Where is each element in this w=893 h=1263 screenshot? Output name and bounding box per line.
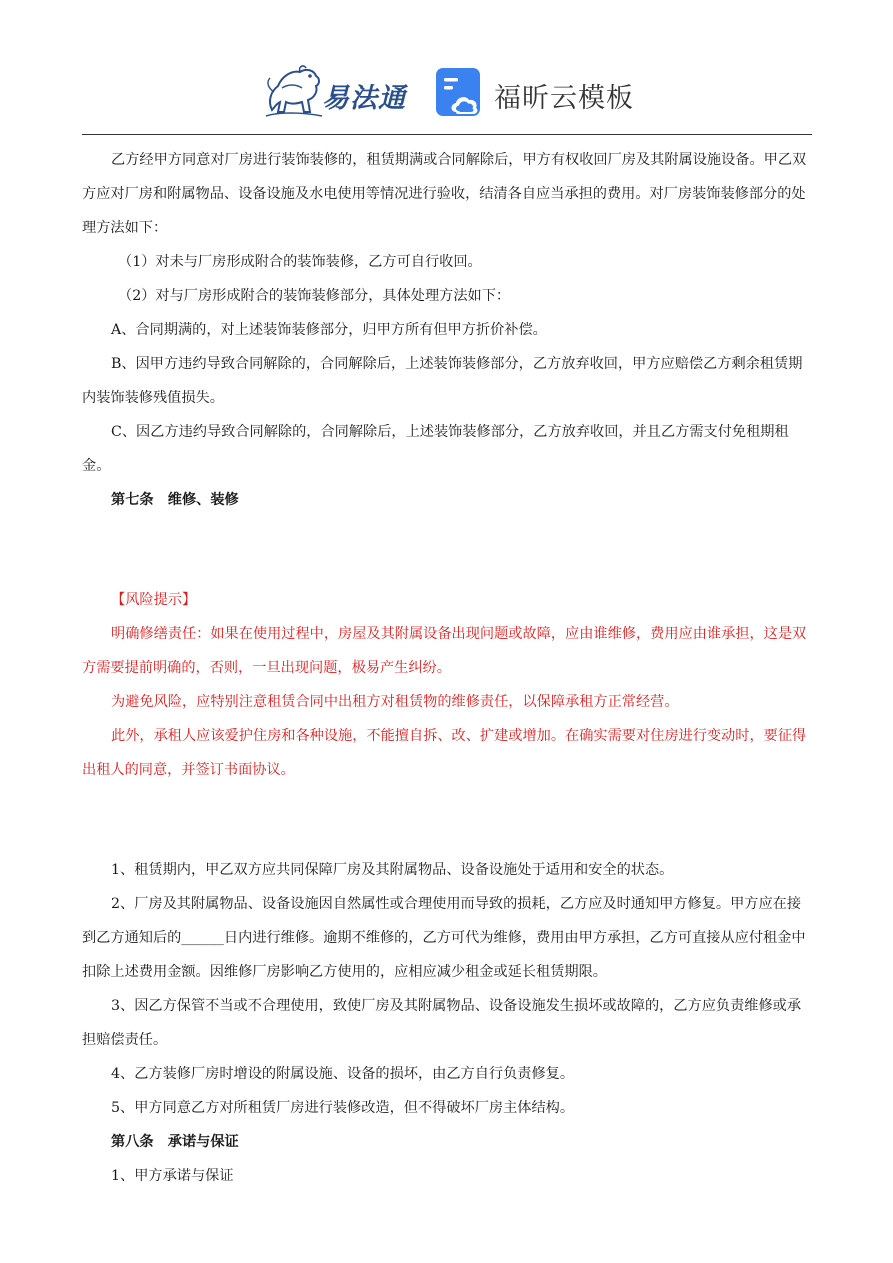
document-cloud-icon [434, 66, 486, 120]
document-body [82, 143, 814, 1193]
risk-notice-paragraph-1: 明确修缮责任：如果在使用过程中，房屋及其附属设备出现问题或故障，应由谁维修，费用应由谁承担，这是双方需要提前明确的，否则，一旦出现问题，极易产生纠纷。 [82, 626, 807, 676]
paragraph-clause-c: C、因乙方违约导致合同解除的，合同解除后，上述装饰装修部分，乙方放弃收回，并且乙方需支付免租期租金。 [82, 424, 789, 474]
spacer [82, 517, 814, 583]
article-7-heading: 第七条 维修、装修 [111, 492, 239, 508]
page-header [82, 58, 812, 134]
foxit-template-logo-text: 福昕云模板 [494, 83, 634, 114]
yifatong-logo [262, 62, 412, 124]
article-8-heading: 第八条 承诺与保证 [111, 1134, 239, 1150]
maintenance-clause-5: 5、甲方同意乙方对所租赁厂房进行装修改造，但不得破坏厂房主体结构。 [111, 1100, 575, 1116]
maintenance-clause-2: 2、厂房及其附属物品、设备设施因自然属性或合理使用而导致的损耗，乙方应及时通知甲方修复。甲方应在接到乙方通知后的______日内进行维修。逾期不维修的，乙方可代为维修，费用由甲方承担，乙方可直接从应付租金中扣除上述费用金额。因维修厂房影响乙方使用的，应相应减少租金或延长租赁期限。 [82, 896, 806, 980]
yifatong-logo-text: 易法通 [322, 83, 406, 114]
risk-notice-title: 【风险提示】 [111, 592, 197, 608]
landlord-commitment-heading: 1、甲方承诺与保证 [111, 1168, 234, 1184]
foxit-template-logo [434, 66, 644, 122]
paragraph-clause-b: B、因甲方违约导致合同解除的，合同解除后，上述装饰装修部分，乙方放弃收回，甲方应赔偿乙方剩余租赁期内装饰装修残值损失。 [82, 356, 803, 406]
paragraph-item-1: （1）对未与厂房形成附合的装饰装修，乙方可自行收回。 [118, 254, 482, 270]
risk-notice-paragraph-2: 为避免风险，应特别注意租赁合同中出租方对租赁物的维修责任，以保障承租方正常经营。 [111, 694, 679, 710]
spacer [82, 787, 814, 853]
maintenance-clause-3: 3、因乙方保管不当或不合理使用，致使厂房及其附属物品、设备设施发生损坏或故障的，乙方应负责维修或承担赔偿责任。 [82, 998, 802, 1048]
maintenance-clause-4: 4、乙方装修厂房时增设的附属设施、设备的损坏，由乙方自行负责修复。 [111, 1066, 575, 1082]
risk-notice-paragraph-3: 此外，承租人应该爱护住房和各种设施，不能擅自拆、改、扩建或增加。在确实需要对住房进行变动时，要征得出租人的同意，并签订书面协议。 [82, 728, 807, 778]
maintenance-clause-1: 1、租赁期内，甲乙双方应共同保障厂房及其附属物品、设备设施处于适用和安全的状态。 [111, 862, 674, 878]
paragraph-clause-a: A、合同期满的，对上述装饰装修部分，归甲方所有但甲方折价补偿。 [111, 322, 547, 338]
header-divider [82, 134, 812, 135]
paragraph-item-2: （2）对与厂房形成附合的装饰装修部分，具体处理方法如下： [118, 288, 511, 304]
paragraph-decoration-handling: 乙方经甲方同意对厂房进行装饰装修的，租赁期满或合同解除后，甲方有权收回厂房及其附属设施设备。甲乙双方应对厂房和附属物品、设备设施及水电使用等情况进行验收，结清各自应当承担的费用。对厂房装饰装修部分的处理方法如下： [82, 152, 807, 236]
qilin-emblem-icon [262, 62, 326, 124]
